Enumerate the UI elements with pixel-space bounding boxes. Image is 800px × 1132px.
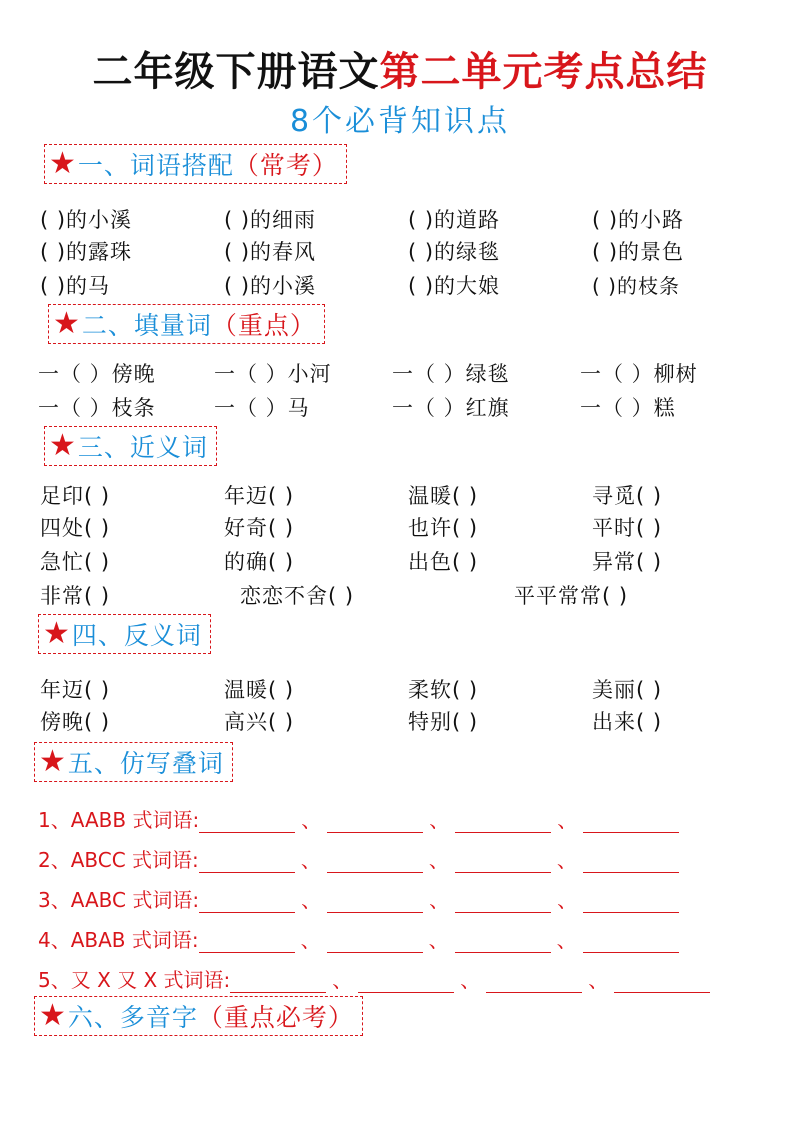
answer-blank[interactable] xyxy=(327,812,423,833)
measure-item: 一（ ）傍晚 xyxy=(38,362,156,386)
antonym-item: 美丽( ) xyxy=(592,678,663,702)
section-label: 四、反义词 xyxy=(71,621,202,650)
imitate-row: 4、ABAB 式词语: 、 、 、 xyxy=(38,924,679,953)
synonym-item: 四处( ) xyxy=(40,516,111,540)
synonym-item: 的确( ) xyxy=(224,550,295,574)
section-header-synonyms xyxy=(44,426,217,466)
answer-blank[interactable] xyxy=(199,812,295,833)
antonym-item: 特别( ) xyxy=(408,710,479,734)
answer-blank[interactable] xyxy=(455,852,551,873)
collocation-item: ( )的小溪 xyxy=(224,274,317,298)
collocation-item: ( )的露珠 xyxy=(40,240,133,264)
synonym-item: 年迈( ) xyxy=(224,484,295,508)
measure-item: 一（ ）绿毯 xyxy=(392,362,510,386)
answer-blank[interactable] xyxy=(327,852,423,873)
answer-blank[interactable] xyxy=(455,932,551,953)
antonym-item: 高兴( ) xyxy=(224,710,295,734)
measure-item: 一（ ）红旗 xyxy=(392,396,510,420)
answer-blank[interactable] xyxy=(199,852,295,873)
collocation-item: ( )的枝条 xyxy=(592,274,680,298)
imitate-label: 2、ABCC 式词语: xyxy=(38,848,199,872)
antonym-item: 年迈( ) xyxy=(40,678,111,702)
answer-blank[interactable] xyxy=(327,892,423,913)
imitate-label: 4、ABAB 式词语: xyxy=(38,928,199,952)
collocation-item: ( )的大娘 xyxy=(408,274,501,298)
star-icon: ★ xyxy=(39,744,66,779)
imitate-label: 3、AABC 式词语: xyxy=(38,888,200,912)
star-icon: ★ xyxy=(49,146,76,181)
antonym-item: 温暖( ) xyxy=(224,678,295,702)
section-tag: （重点） xyxy=(211,311,316,340)
section-header-collocation xyxy=(44,144,347,184)
section-label: 二、填量词 xyxy=(81,311,212,340)
collocation-item: ( )的细雨 xyxy=(224,208,317,232)
collocation-item: ( )的景色 xyxy=(592,240,685,264)
collocation-item: ( )的春风 xyxy=(224,240,317,264)
imitate-row: 1、AABB 式词语: 、 、 、 xyxy=(38,804,679,833)
synonym-item: 足印( ) xyxy=(40,484,111,508)
star-icon: ★ xyxy=(39,998,66,1033)
answer-blank[interactable] xyxy=(199,932,295,953)
synonym-item: 恋恋不舍( ) xyxy=(240,584,355,608)
answer-blank[interactable] xyxy=(455,812,551,833)
collocation-item: ( )的道路 xyxy=(408,208,501,232)
answer-blank[interactable] xyxy=(583,812,679,833)
measure-item: 一（ ）柳树 xyxy=(580,362,698,386)
synonym-item: 寻觅( ) xyxy=(592,484,663,508)
section-header-antonyms xyxy=(38,614,211,654)
synonym-item: 好奇( ) xyxy=(224,516,295,540)
measure-item: 一（ ）糕 xyxy=(580,396,676,420)
measure-item: 一（ ）枝条 xyxy=(38,396,156,420)
title-red: 第二单元考点总结 xyxy=(379,49,708,95)
section-header-measure-words xyxy=(48,304,325,344)
synonym-item: 也许( ) xyxy=(408,516,479,540)
section-tag: （常考） xyxy=(233,151,338,180)
answer-blank[interactable] xyxy=(327,932,423,953)
synonym-item: 平平常常( ) xyxy=(514,584,629,608)
section-label: 六、多音字 xyxy=(67,1003,198,1032)
synonym-item: 出色( ) xyxy=(408,550,479,574)
section-label: 一、词语搭配 xyxy=(77,151,234,180)
imitate-row: 3、AABC 式词语: 、 、 、 xyxy=(38,884,679,913)
collocation-item: ( )的小溪 xyxy=(40,208,133,232)
antonym-item: 柔软( ) xyxy=(408,678,479,702)
answer-blank[interactable] xyxy=(455,892,551,913)
imitate-label: 5、又 X 又 X 式词语: xyxy=(38,968,231,992)
collocation-item: ( )的绿毯 xyxy=(408,240,501,264)
answer-blank[interactable] xyxy=(486,972,582,993)
synonym-item: 平时( ) xyxy=(592,516,663,540)
antonym-item: 傍晚( ) xyxy=(40,710,111,734)
answer-blank[interactable] xyxy=(230,972,326,993)
section-header-polyphones xyxy=(34,996,363,1036)
answer-blank[interactable] xyxy=(199,892,295,913)
section-label: 三、近义词 xyxy=(77,433,208,462)
collocation-item: ( )的马 xyxy=(40,274,111,298)
section-header-imitate-reduplication xyxy=(34,742,233,782)
page-title xyxy=(0,40,800,97)
section-tag: （重点必考） xyxy=(197,1003,354,1032)
section-label: 五、仿写叠词 xyxy=(67,749,224,778)
synonym-item: 异常( ) xyxy=(592,550,663,574)
answer-blank[interactable] xyxy=(583,852,679,873)
answer-blank[interactable] xyxy=(583,892,679,913)
imitate-row: 5、又 X 又 X 式词语: 、 、 、 xyxy=(38,964,710,993)
synonym-item: 温暖( ) xyxy=(408,484,479,508)
answer-blank[interactable] xyxy=(614,972,710,993)
antonym-item: 出来( ) xyxy=(592,710,663,734)
measure-item: 一（ ）马 xyxy=(214,396,310,420)
synonym-item: 急忙( ) xyxy=(40,550,111,574)
star-icon: ★ xyxy=(53,306,80,341)
star-icon: ★ xyxy=(43,616,70,651)
answer-blank[interactable] xyxy=(358,972,454,993)
title-black: 二年级下册语文 xyxy=(92,49,380,95)
answer-blank[interactable] xyxy=(583,932,679,953)
measure-item: 一（ ）小河 xyxy=(214,362,332,386)
imitate-label: 1、AABB 式词语: xyxy=(38,808,200,832)
synonym-item: 非常( ) xyxy=(40,584,111,608)
imitate-row: 2、ABCC 式词语: 、 、 、 xyxy=(38,844,679,873)
star-icon: ★ xyxy=(49,428,76,463)
page-subtitle: 8个必背知识点 xyxy=(289,104,511,139)
collocation-item: ( )的小路 xyxy=(592,208,685,232)
